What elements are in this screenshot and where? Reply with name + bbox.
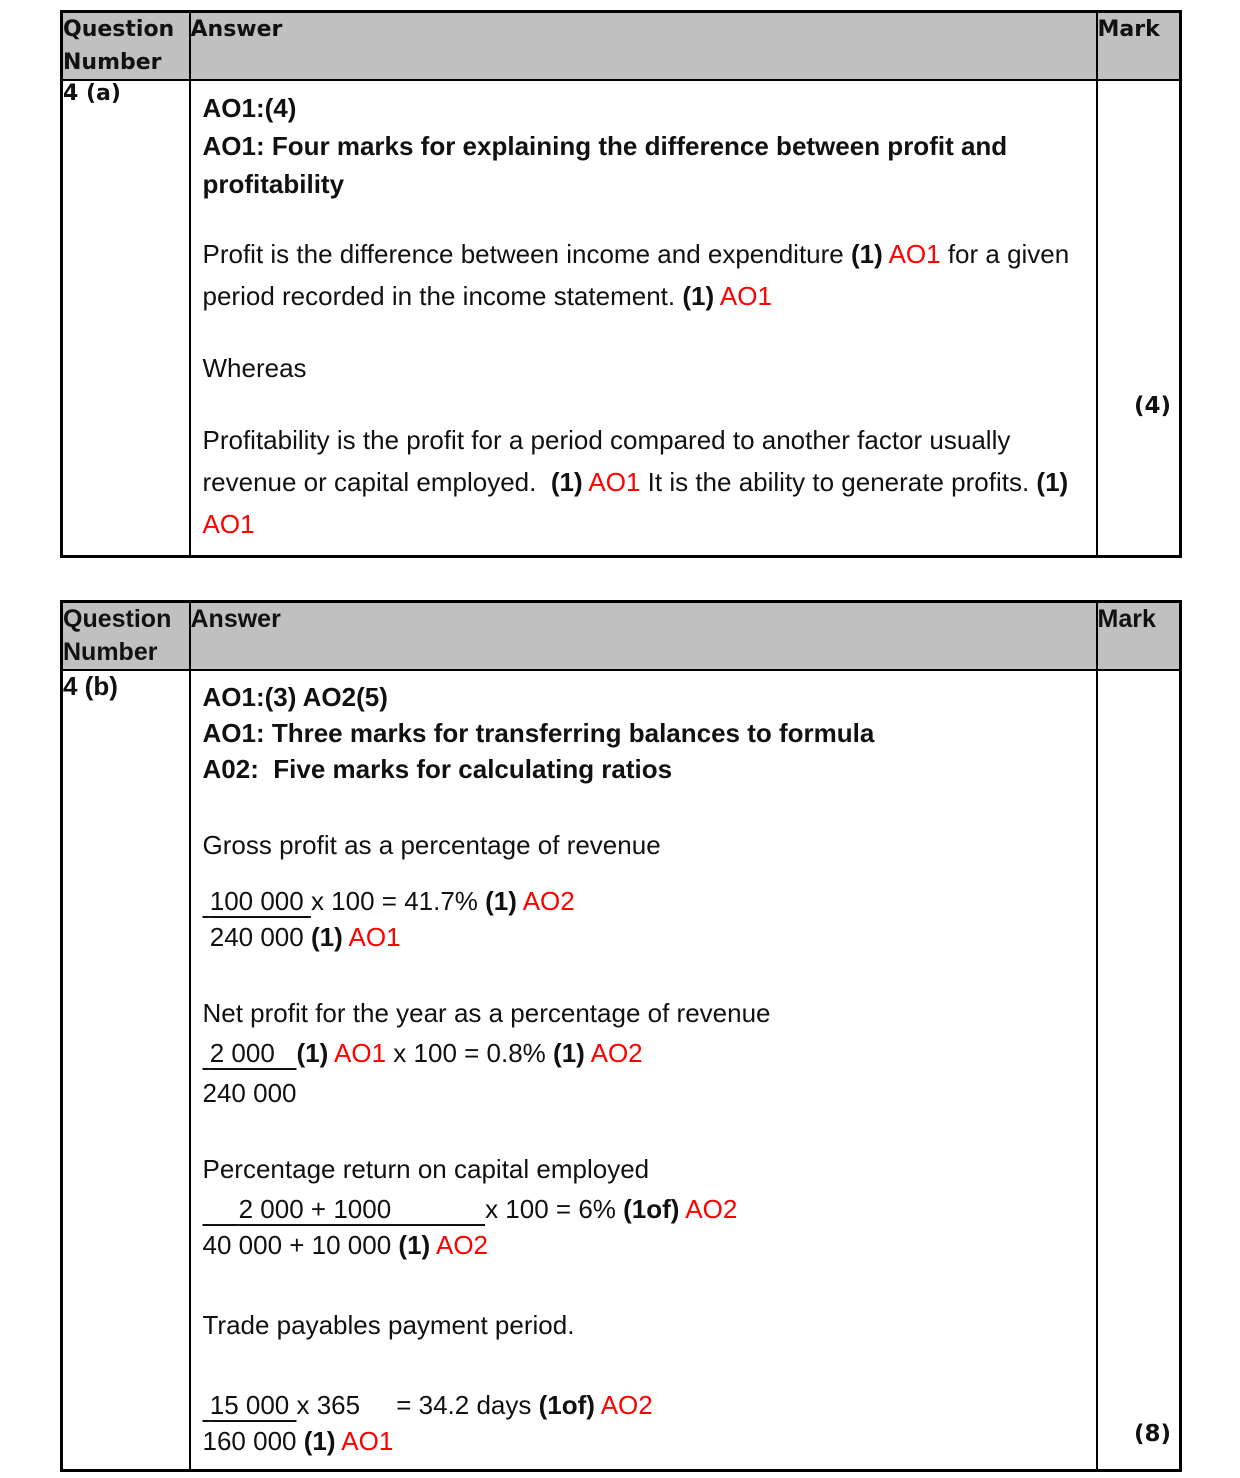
ao-detail-1-4b: AO1: Three marks for transferring balances to formula: [202, 718, 875, 748]
question-number-header: Question Number: [62, 602, 190, 671]
gross-profit-denominator: 240 000 (1) AO1: [202, 922, 401, 952]
net-profit-denominator: 240 000: [202, 1078, 297, 1108]
roce-numerator: 2 000 + 1000 x 100 = 6% (1of) AO2: [202, 1194, 738, 1224]
answer-cell-4b: [190, 670, 1097, 1471]
mark-header: Mark: [1097, 12, 1181, 81]
header-row: [62, 12, 1181, 81]
mark-header: Mark: [1097, 602, 1181, 671]
trade-payables-title: Trade payables payment period.: [202, 1310, 575, 1340]
roce-title: Percentage return on capital employed: [202, 1154, 650, 1184]
question-number-4b: 4 (b): [62, 670, 190, 1471]
profit-definition-paragraph: Profit is the difference between income and expenditure (1) AO1 for a given period recorded in the income statement. (1) AO1: [202, 239, 1077, 311]
roce-denominator: 40 000 + 10 000 (1) AO2: [202, 1230, 489, 1260]
trade-payables-numerator: 15 000 x 365 = 34.2 days (1of) AO2: [202, 1390, 653, 1420]
question-number-header: Question Number: [62, 12, 190, 81]
answer-header: Answer: [190, 12, 1097, 81]
table-row: [62, 80, 1181, 557]
mark-value-4b: (8): [1133, 1421, 1171, 1447]
trade-payables-denominator: 160 000 (1) AO1: [202, 1426, 394, 1456]
gross-profit-title: Gross profit as a percentage of revenue: [202, 830, 661, 860]
table-row: [62, 670, 1181, 1471]
mark-cell-4b: [1097, 670, 1181, 1471]
answer-cell-4a: [190, 80, 1097, 557]
ao-summary-4a: AO1:(4): [202, 93, 297, 123]
net-profit-title: Net profit for the year as a percentage of revenue: [202, 998, 771, 1028]
mark-scheme-table-4b: [60, 600, 1182, 1472]
ao-detail-4a: AO1: Four marks for explaining the difference between profit and profitability: [202, 131, 1015, 199]
profitability-definition-paragraph: Profitability is the profit for a period compared to another factor usually revenue or capital employed. (1) AO1 It is the ability to generate profits. (1) AO1: [202, 425, 1069, 539]
mark-cell-4a: [1097, 80, 1181, 557]
answer-header: Answer: [190, 602, 1097, 671]
mark-value-4a: (4): [1133, 393, 1171, 419]
net-profit-numerator: 2 000 (1) AO1 x 100 = 0.8% (1) AO2: [202, 1038, 643, 1068]
question-number-4a: 4 (a): [62, 80, 190, 557]
header-row: [62, 602, 1181, 671]
ao-detail-2-4b: A02: Five marks for calculating ratios: [202, 754, 673, 784]
whereas-text: Whereas: [202, 353, 307, 383]
mark-scheme-table-4a: [60, 10, 1182, 558]
gross-profit-numerator: 100 000 x 100 = 41.7% (1) AO2: [202, 886, 575, 916]
ao-summary-4b: AO1:(3) AO2(5): [202, 682, 388, 712]
